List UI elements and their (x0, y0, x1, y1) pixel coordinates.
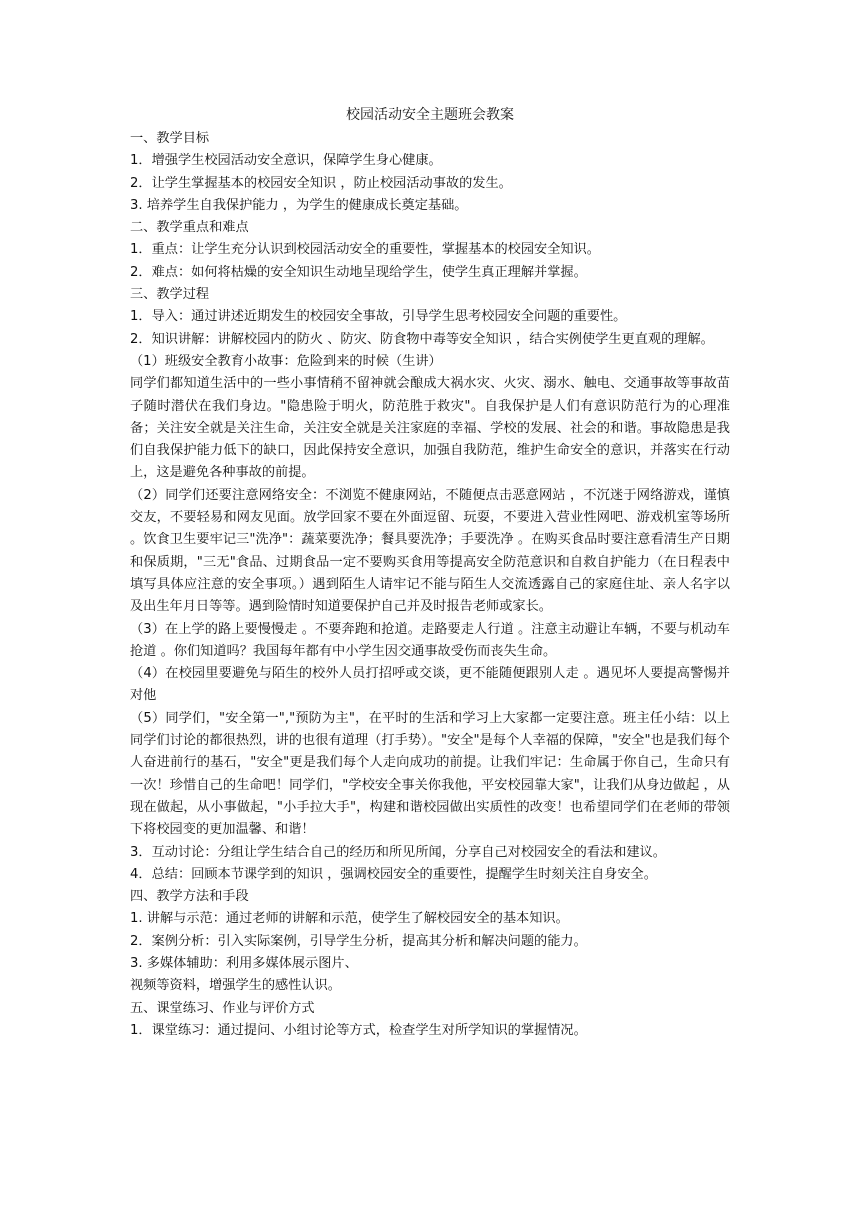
process-intro: 1．导入：通过讲述近期发生的校园安全事故，引导学生思考校园安全问题的重要性。 (130, 309, 627, 325)
item-1-body: 同学们都知道生活中的一些小事情稍不留神就会酿成大祸水灾、火灾、溺水、触电、交通事故等事故苗子随时潜伏在我们身边。"隐患险于明火，防范胜于救灾"。自我保护是人们有意识防范行为的心理准备；关注安全就是关注生命，关注安全就是关注家庭的幸福、学校的发展、社会的和谐。事故隐患是我们自我保护能力低下的缺口，因此保持安全意识，加强自我防范，维护生命安全的意识，并落实在行动上，这是避免各种事故的前提。 (130, 376, 730, 481)
section-heading-1: 一、教学目标 (130, 131, 210, 146)
method-2: 2．案例分析：引入实际案例，引导学生分析，提高其分析和解决问题的能力。 (130, 933, 587, 949)
objective-1: 1．增强学生校园活动安全意识，保障学生身心健康。 (130, 153, 442, 169)
item-3: （3）在上学的路上要慢慢走 。不要奔跑和抢道。走路要走人行道 。注意主动避让车辆，不要与机动车抢道 。你们知道吗？我国每年都有中小学生因交通事故受伤而丧失生命。 (130, 621, 730, 659)
section-heading-4: 四、教学方法和手段 (130, 889, 249, 905)
item-2: （2）同学们还要注意网络安全：不浏览不健康网站，不随便点击恶意网站 ，不沉迷于网络游戏，谨慎交友，不要轻易和网友见面。放学回家不要在外面逗留、玩耍，不要进入营业性网吧、游戏机室等场所 。饮食卫生要牢记三"洗净"：蔬菜要洗净；餐具要洗净；手要洗净 。在购买食品时要注意看清生产日期和保质期，"三无"食品、过期食品一定不要购买食用等提高安全防范意识和自救自护能力（在日程表中填写具体应注意的安全事项。）遇到陌生人请牢记不能与陌生人交流透露自己的家庭住址、亲人名字以及出生年月日等等。遇到险情时知道要保护自己并及时报告老师或家长。 (130, 487, 730, 615)
process-discussion: 3．互动讨论：分组让学生结合自己的经历和所见所闻，分享自己对校园安全的看法和建议。 (130, 844, 666, 860)
method-1: 1. 讲解与示范：通过老师的讲解和示范，使学生了解校园安全的基本知识。 (130, 911, 569, 927)
process-summary: 4．总结：回顾本节课学到的知识 ，强调校园安全的重要性，提醒学生时刻关注自身安全。 (130, 866, 657, 882)
key-point: 1．重点：让学生充分认识到校园活动安全的重要性，掌握基本的校园安全知识。 (130, 242, 600, 258)
document-page (130, 106, 730, 1042)
process-knowledge: 2．知识讲解：讲解校园内的防火 、防灾、防食物中毒等安全知识 ，结合实例使学生更直观的理解。 (130, 331, 714, 347)
section-heading-2: 二、教学重点和难点 (130, 220, 249, 236)
document-title: 校园活动安全主题班会教案 (346, 107, 514, 123)
section-heading-5: 五、课堂练习、作业与评价方式 (130, 1000, 315, 1016)
objective-2: 2．让学生掌握基本的校园安全知识 ，防止校园活动事故的发生。 (130, 175, 512, 191)
item-1-heading: （1）班级安全教育小故事：危险到来的时候（生讲） (130, 353, 442, 369)
section-heading-3: 三、教学过程 (130, 287, 210, 303)
item-5: （5）同学们，"安全第一","预防为主"，在平时的生活和学习上大家都一定要注意。班主任小结：以上同学们讨论的都很热烈，讲的也很有道理（打手势）。"安全"是每个人幸福的保障，"安全"也是我们每个人奋进前行的基石，"安全"更是我们每个人走向成功的前提。让我们牢记：生命属于你自己，生命只有一次！珍惜自己的生命吧！同学们，"学校安全事关你我他，平安校园靠大家"，让我们从身边做起 ，从现在做起，从小事做起，"小手拉大手"，构建和谐校园做出实质性的改变！也希望同学们在老师的带领下将校园变的更加温馨、和谐！ (130, 710, 730, 838)
method-3-cont: 视频等资料，增强学生的感性认识。 (130, 978, 341, 994)
practice-1: 1．课堂练习：通过提问、小组讨论等方式，检查学生对所学知识的掌握情况。 (130, 1022, 587, 1038)
objective-3: 3. 培养学生自我保护能力 ，为学生的健康成长奠定基础。 (130, 197, 468, 213)
difficult-point: 2．难点：如何将枯燥的安全知识生动地呈现给学生，使学生真正理解并掌握。 (130, 264, 587, 280)
method-3: 3. 多媒体辅助：利用多媒体展示图片、 (130, 955, 358, 971)
item-4: （4）在校园里要避免与陌生的校外人员打招呼或交谈，更不能随便跟别人走 。遇见坏人要提高警惕并对他 (130, 666, 730, 704)
